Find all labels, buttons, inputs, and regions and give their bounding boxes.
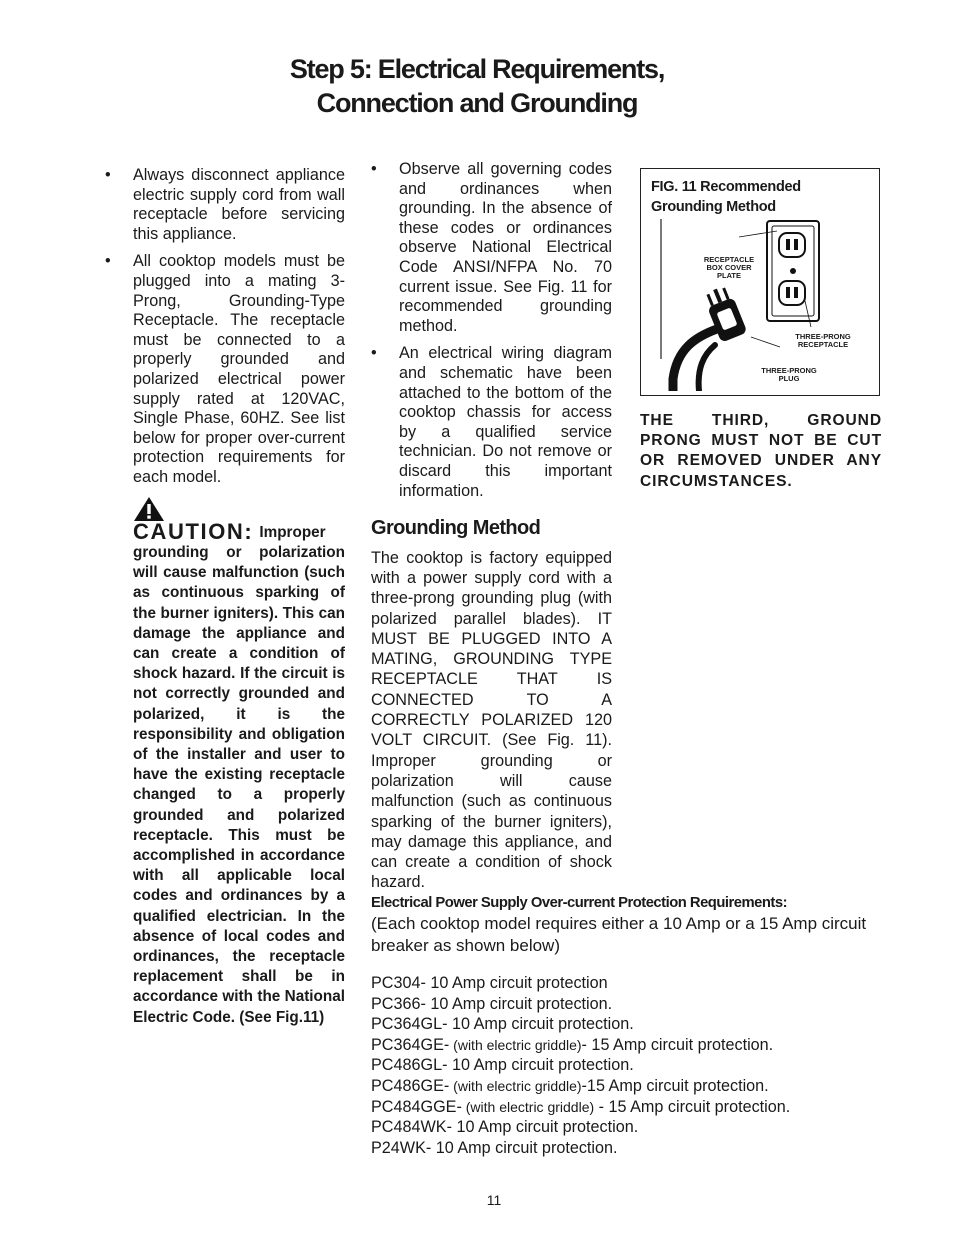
- list-item: PC366- 10 Amp circuit protection.: [371, 994, 613, 1013]
- page-title: [0, 52, 954, 120]
- model-protection-list: [371, 973, 891, 1158]
- ground-prong-warning: THE THIRD, GROUND PRONG MUST NOT BE CUT OR REMOVED UNDER ANY CIRCUMSTANCES.: [640, 412, 882, 490]
- list-item: PC486GL- 10 Amp circuit protection.: [371, 1056, 634, 1075]
- list-item: PC484GGE- (with electric griddle) - 15 Amp circuit protection.: [371, 1097, 791, 1116]
- upper-outlet: [779, 233, 805, 257]
- left-column: [105, 166, 345, 1028]
- plate-screw: [790, 268, 796, 274]
- lower-outlet: [779, 281, 805, 305]
- bullet-icon: •: [105, 166, 111, 184]
- power-cord: [673, 329, 717, 391]
- list-item: PC484WK- 10 Amp circuit protection.: [371, 1118, 639, 1137]
- list-item: PC486GE- (with electric griddle)-15 Amp circuit protection.: [371, 1076, 769, 1095]
- list-item: • An electrical wiring diagram and schematic have been attached to the bottom of the cooktop chassis for access by a qualified service technician. Do not remove or discard this important information.: [371, 344, 612, 500]
- page-number: 11: [486, 1192, 502, 1208]
- list-item: PC364GE- (with electric griddle)- 15 Amp circuit protection.: [371, 1035, 774, 1054]
- plug-label: THREE-PRONG PLUG: [761, 366, 817, 383]
- bullet-icon: •: [371, 160, 377, 178]
- figure-11: [640, 168, 880, 396]
- caution-label: CAUTION:: [133, 518, 254, 544]
- list-item: PC304- 10 Amp circuit protection: [371, 974, 608, 992]
- list-item: P24WK- 10 Amp circuit protection.: [371, 1138, 618, 1157]
- plate-label: RECEPTACLE BOX COVER PLATE: [703, 255, 755, 280]
- grounding-method-text: The cooktop is factory equipped with a power supply cord with a three-prong grounding plug (with polarized parallel blades). IT MUST BE PLUGGED INTO A MATING, GROUNDING TYPE RECEPTACLE THAT IS CONNECTED TO A CORRECTLY POLARIZED 120 VOLT CIRCUIT. (See Fig. 11). Improper grounding or polarization will cause malfunction (such as continuous sparking of the burner igniters), may damage this appliance, and can create a condition of shock hazard.: [371, 548, 612, 892]
- bullet-icon: •: [371, 344, 377, 363]
- list-item: • All cooktop models must be plugged into a mating 3-Prong, Grounding-Type Receptacle. The receptacle must be connected to a properly grounded and polarized electrical power supply rated at 120VAC, Single Phase, 60HZ. See list below for proper over-current protection requirements for each model.: [105, 252, 345, 486]
- list-item: • Always disconnect appliance electric supply cord from wall receptacle before servicing this appliance.: [105, 166, 345, 243]
- right-column: [640, 168, 882, 492]
- receptacle-label: THREE-PRONG RECEPTACLE: [795, 332, 851, 349]
- requirements-heading: Electrical Power Supply Over-current Protection Requirements:: [371, 895, 787, 911]
- list-item: • Observe all governing codes and ordinances when grounding. In the absence of these codes or ordinances observe National Electrical Code ANSI/NFPA No. 70 current issue. See Fig. 11 for recommended grounding method.: [371, 160, 612, 335]
- figure-caption: FIG. 11 Recommended Grounding Method: [651, 179, 801, 215]
- middle-column: [371, 160, 612, 893]
- title-line-2: Connection and Grounding: [316, 88, 638, 118]
- caution-notice: [105, 496, 345, 1028]
- left-bullet-list: [105, 166, 345, 488]
- list-item: PC364GL- 10 Amp circuit protection.: [371, 1015, 634, 1034]
- caution-text: Improper grounding or polarization will cause malfunction (such as continuous sparking of the burner igniters). This can damage the appliance and can create a condition of shock hazard. If the circuit is not correctly grounded and polarized, it is the responsibility and obligation of the installer and user to have the existing receptacle changed to a properly grounded and polarized receptacle. This must be accomplished in accordance with all applicable local codes and ordinances by a qualified electrician. In the absence of local codes and ordinances, the receptacle replacement shall be in accordance with the National Electric Code. (See Fig.11): [133, 523, 345, 1026]
- warning-triangle-icon: [133, 496, 165, 522]
- bullet-icon: •: [105, 252, 111, 271]
- overcurrent-requirements: [371, 893, 891, 1158]
- requirements-subheading: (Each cooktop model requires either a 10 Amp or a 15 Amp circuit breaker as shown below): [371, 914, 867, 955]
- title-line-1: Step 5: Electrical Requirements,: [289, 54, 665, 84]
- grounding-method-heading: Grounding Method: [371, 517, 541, 540]
- middle-bullet-list: [371, 160, 612, 501]
